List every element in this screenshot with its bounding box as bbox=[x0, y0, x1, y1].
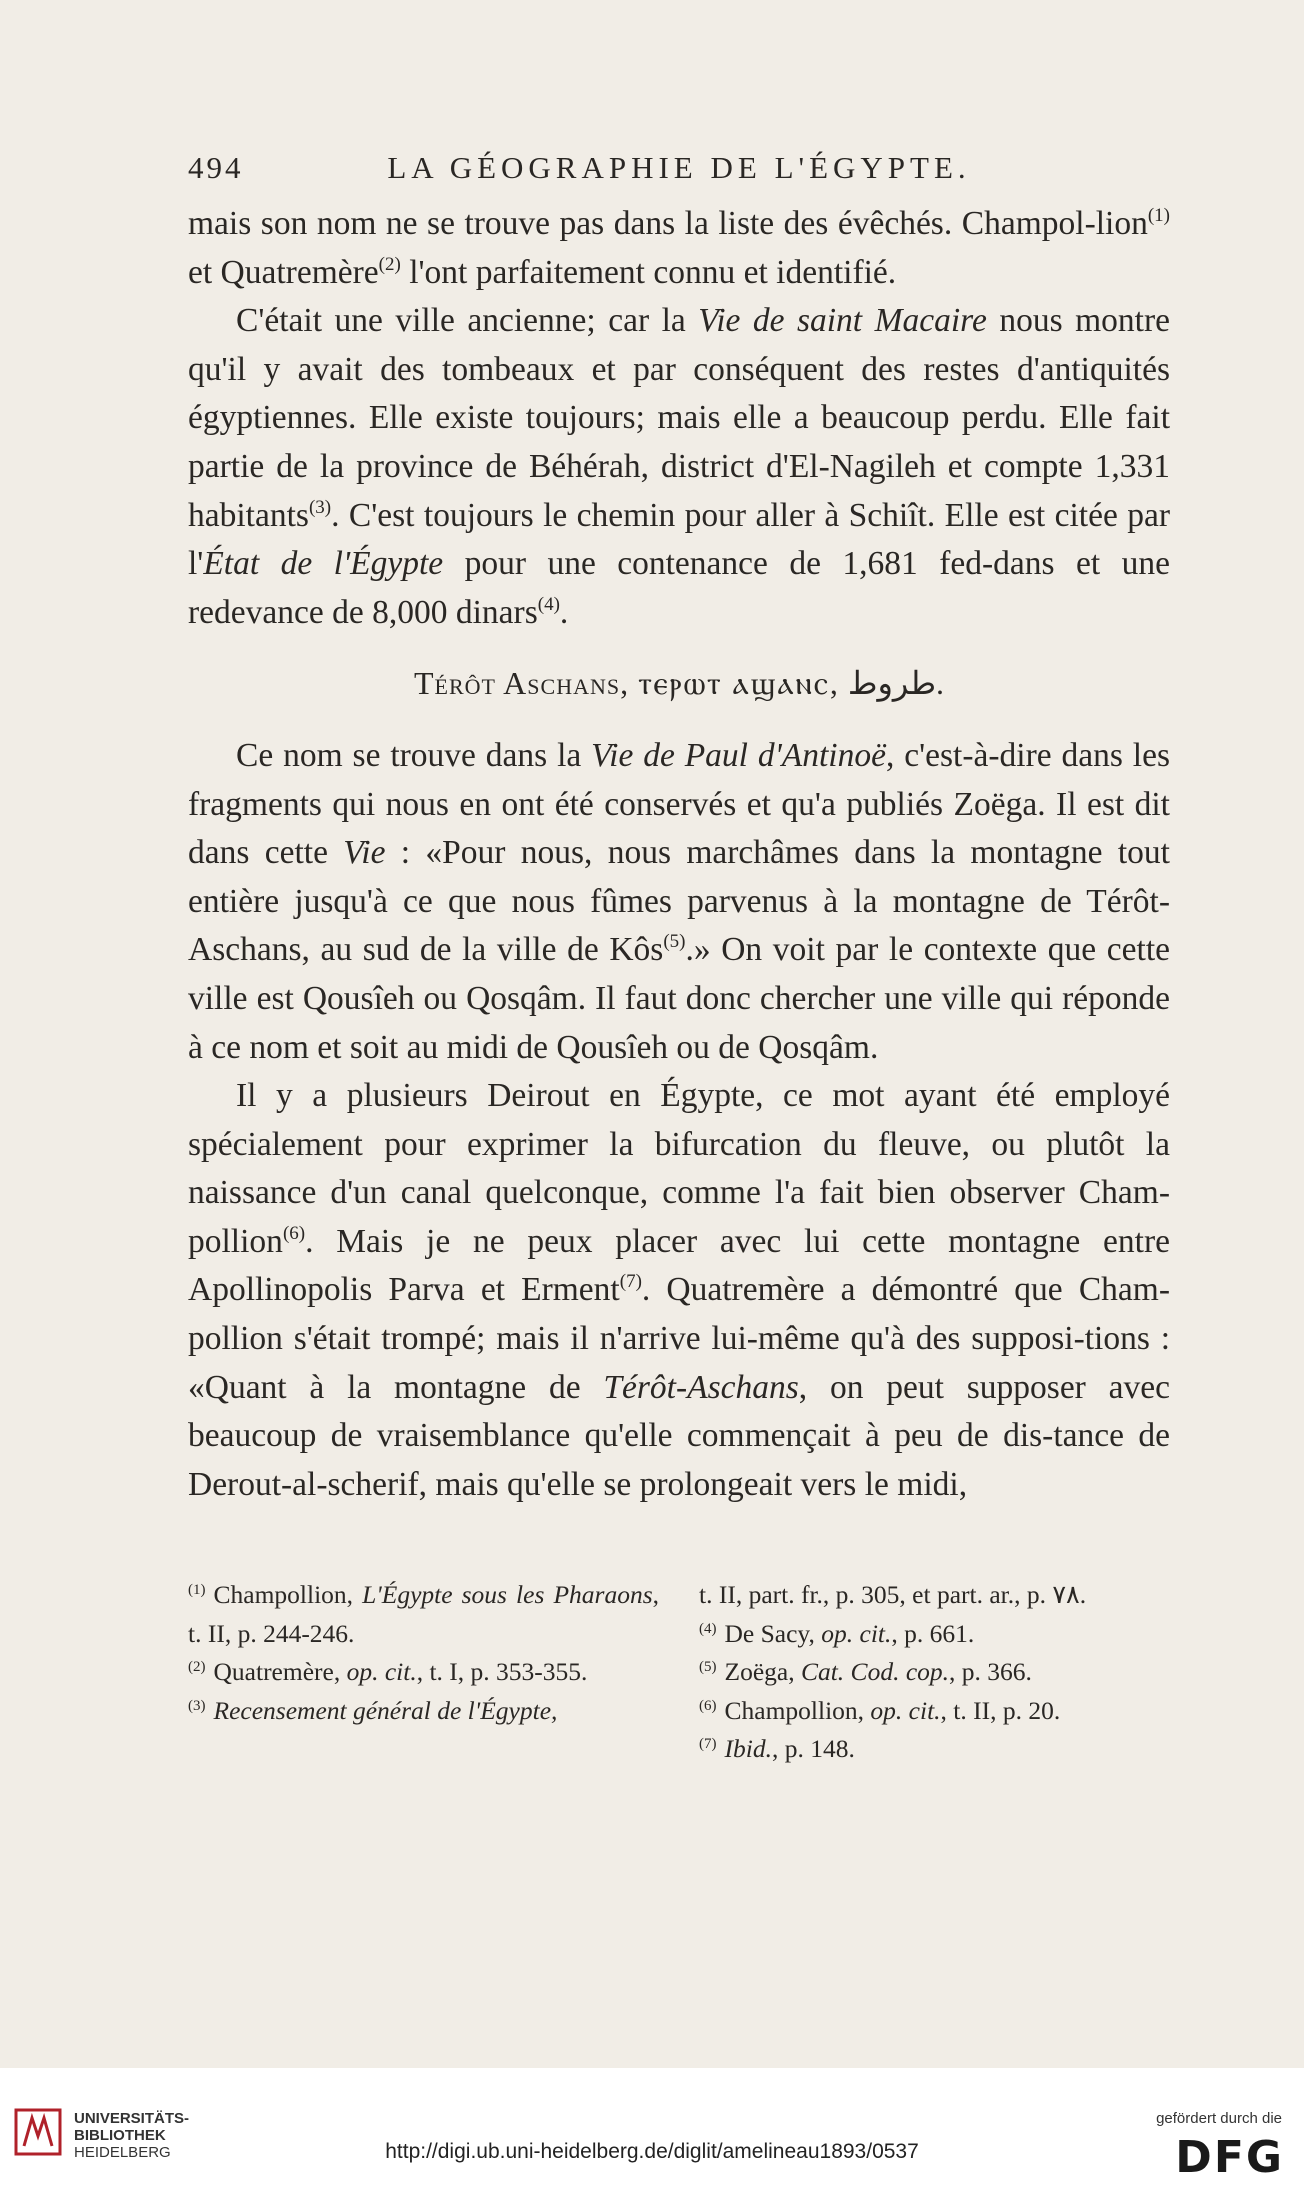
footnote-4: $^{(4)}$ De Sacy, op. cit., p. 661. bbox=[699, 1618, 975, 1648]
main-text bbox=[188, 200, 1170, 1509]
digitization-footer bbox=[0, 2068, 1304, 2193]
paragraph: Ce nom se trouve dans la Vie de Paul d'Antinoë, c'est-à-dire dans les fragments qui nous en ont été conservés et qu'a publiés Zoëga. Il est dit dans cette Vie : «Pour nous, nous marchâmes dans la montagne tout entière jusqu'à ce que nous fûmes parvenus à la montagne de Térôt-Aschans, au sud de la ville de Kôs$^{(5)}$.» On voit par le contexte que cette ville est Qousîeh ou Qosqâm. Il faut donc chercher une ville qui réponde à ce nom et soit au midi de Qousîeh ou de Qosqâm. bbox=[188, 736, 1170, 1066]
section-coptic: ⲧⲉⲣⲱⲧ ⲁϣⲁⲛⲥ bbox=[638, 665, 830, 702]
page-number: 494 bbox=[188, 150, 244, 185]
footnote-3-continued: t. II, part. fr., p. 305, et part. ar., p. ۷۸. bbox=[699, 1580, 1087, 1609]
footnote-5: $^{(5)}$ Zoëga, Cat. Cod. cop., p. 366. bbox=[699, 1657, 1032, 1686]
paragraph: mais son nom ne se trouve pas dans la liste des évêchés. Champol-lion$^{(1)}$ et Quatremère$^{(2)}$ l'ont parfaitement connu et identifié. bbox=[188, 205, 1170, 291]
running-title: LA GÉOGRAPHIE DE L'ÉGYPTE. bbox=[387, 150, 971, 185]
section-arabic: طروط bbox=[847, 665, 937, 702]
paragraph: Il y a plusieurs Deirout en Égypte, ce mot ayant été employé spécialement pour exprimer la bifurcation du fleuve, ou plutôt la naissance d'un canal quelconque, comme l'a fait bien observer Cham-pollion$^{(6)}$. Mais je ne peux placer avec lui cette montagne entre Apollinopolis Parva et Erment$^{(7)}$. Quatremère a démontré que Cham-pollion s'était trompé; mais il n'arrive lui-même qu'à des supposi-tions : «Quant à la montagne de Térôt-Aschans, on peut supposer avec beaucoup de vraisemblance qu'elle commençait à peu de dis-tance de Derout-al-scherif, mais qu'elle se prolongeait vers le midi, bbox=[188, 1077, 1170, 1503]
source-url-link[interactable]: http://digi.ub.uni-heidelberg.de/diglit/amelineau1893/0537 bbox=[385, 2140, 919, 2163]
running-header bbox=[188, 150, 1170, 186]
footnotes bbox=[188, 1576, 1170, 1769]
institution-name: UNIVERSITÄTS- BIBLIOTHEK HEIDELBERG bbox=[74, 2110, 190, 2161]
dfg-logo: DFG bbox=[1175, 2132, 1284, 2183]
footnote-2: $^{(2)}$ Quatremère, op. cit., t. I, p. 353-355. bbox=[188, 1657, 588, 1686]
footnote-1: $^{(1)}$ Champollion, L'Égypte sous les Pharaons, t. II, p. 244-246. bbox=[188, 1580, 660, 1648]
footnote-6: $^{(6)}$ Champollion, op. cit., t. II, p. 20. bbox=[699, 1695, 1061, 1725]
paragraph: C'était une ville ancienne; car la Vie de saint Macaire nous montre qu'il y avait des tombeaux et par conséquent des restes d'antiquités égyptiennes. Elle existe toujours; mais elle a beaucoup perdu. Elle fait partie de la province de Béhérah, district d'El-Nagileh et compte 1,331 habitants$^{(3)}$. C'est toujours le chemin pour aller à Schiît. Elle est citée par l'État de l'Égypte pour une contenance de 1,681 fed-dans et une redevance de 8,000 dinars$^{(4)}$. bbox=[188, 302, 1170, 631]
footnote-3: $^{(3)}$ Recensement général de l'Égypte, bbox=[188, 1695, 558, 1725]
footnotes-right-column bbox=[699, 1576, 1170, 1769]
footnote-7: $^{(7)}$ Ibid., p. 148. bbox=[699, 1734, 855, 1763]
section-heading: Térôt Aschans, ⲧⲉⲣⲱⲧ ⲁϣⲁⲛⲥ, طروط. bbox=[413, 665, 945, 702]
sponsor-caption: gefördert durch die bbox=[1156, 2110, 1282, 2127]
section-name: Térôt Aschans bbox=[413, 665, 621, 702]
footnotes-left-column bbox=[188, 1576, 659, 1769]
